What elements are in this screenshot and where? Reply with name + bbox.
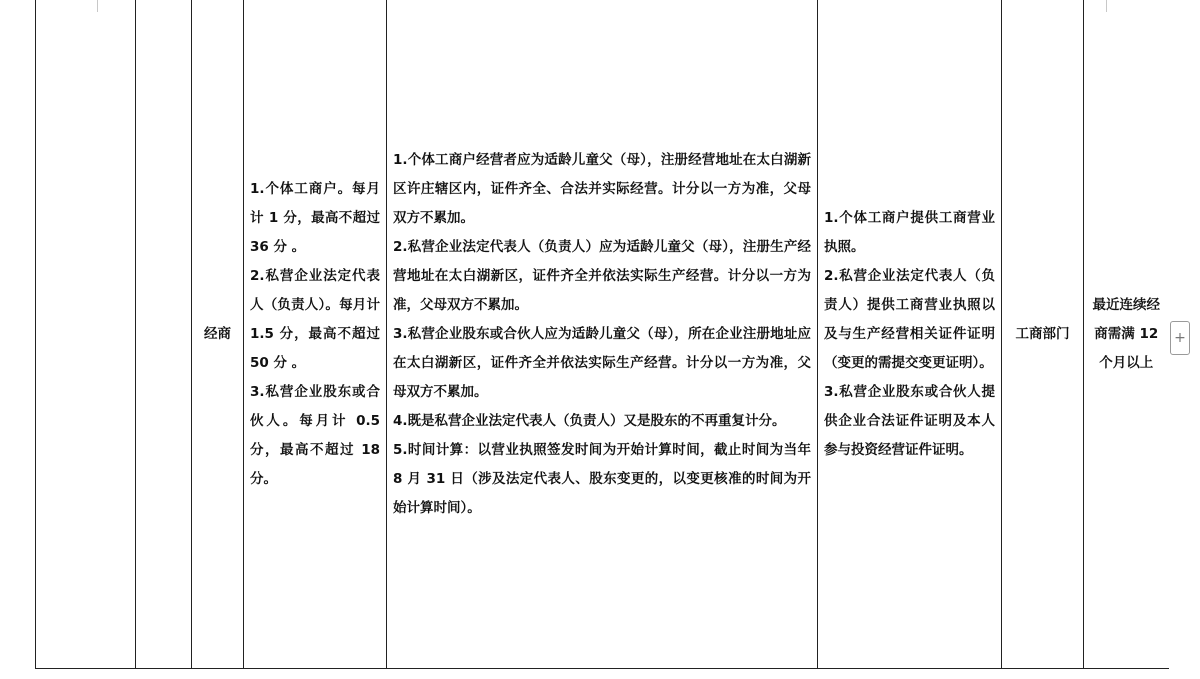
category-cell: 经商 <box>192 0 244 669</box>
condition-1: 1.个体工商户经营者应为适龄儿童父（母），注册经营地址在太白湖新区许庄辖区内，证件齐全、合法并实际经营。计分以一方为准，父母双方不累加。 <box>393 151 811 226</box>
notes-cell: 最近连续经商需满 12 个月以上 <box>1084 0 1169 669</box>
materials-cell <box>818 0 1002 669</box>
material-2: 2.私营企业法定代表人（负责人）提供工商营业执照以及与生产经营相关证件证明（变更的需提交变更证明）。 <box>824 267 995 371</box>
material-1: 1.个体工商户提供工商营业执照。 <box>824 209 995 255</box>
table-row <box>36 0 1169 669</box>
condition-2: 2.私营企业法定代表人（负责人）应为适龄儿童父（母），注册生产经营地址在太白湖新区，证件齐全并依法实际生产经营。计分以一方为准，父母双方不累加。 <box>393 238 811 313</box>
condition-3: 3.私营企业股东或合伙人应为适龄儿童父（母），所在企业注册地址应在太白湖新区，证件齐全并依法实际生产经营。计分以一方为准，父母双方不累加。 <box>393 325 811 400</box>
scoring-rule-3: 3.私营企业股东或合伙人。每月计 0.5 分，最高不超过 18 分。 <box>250 383 380 487</box>
scoring-rule-1: 1.个体工商户。每月计 1 分，最高不超过 36 分 。 <box>250 180 380 255</box>
scoring-table <box>35 0 1169 669</box>
conditions-cell <box>387 0 818 669</box>
condition-4: 4.既是私营企业法定代表人（负责人）又是股东的不再重复计分。 <box>393 412 786 429</box>
scoring-rule-2: 2.私营企业法定代表人（负责人）。每月计 1.5 分，最高不超过 50 分 。 <box>250 267 380 371</box>
condition-5: 5.时间计算：以营业执照签发时间为开始计算时间，截止时间为当年 8 月 31 日（涉及法定代表人、股东变更的，以变更核准的时间为开始计算时间）。 <box>393 441 811 516</box>
material-3: 3.私营企业股东或合伙人提供企业合法证件证明及本人参与投资经营证件证明。 <box>824 383 995 458</box>
scoring-rules-cell <box>244 0 387 669</box>
table-cell-blank-2 <box>136 0 192 669</box>
department-cell: 工商部门 <box>1002 0 1084 669</box>
add-row-button[interactable]: + <box>1170 321 1190 355</box>
table-cell-blank-1 <box>36 0 136 669</box>
